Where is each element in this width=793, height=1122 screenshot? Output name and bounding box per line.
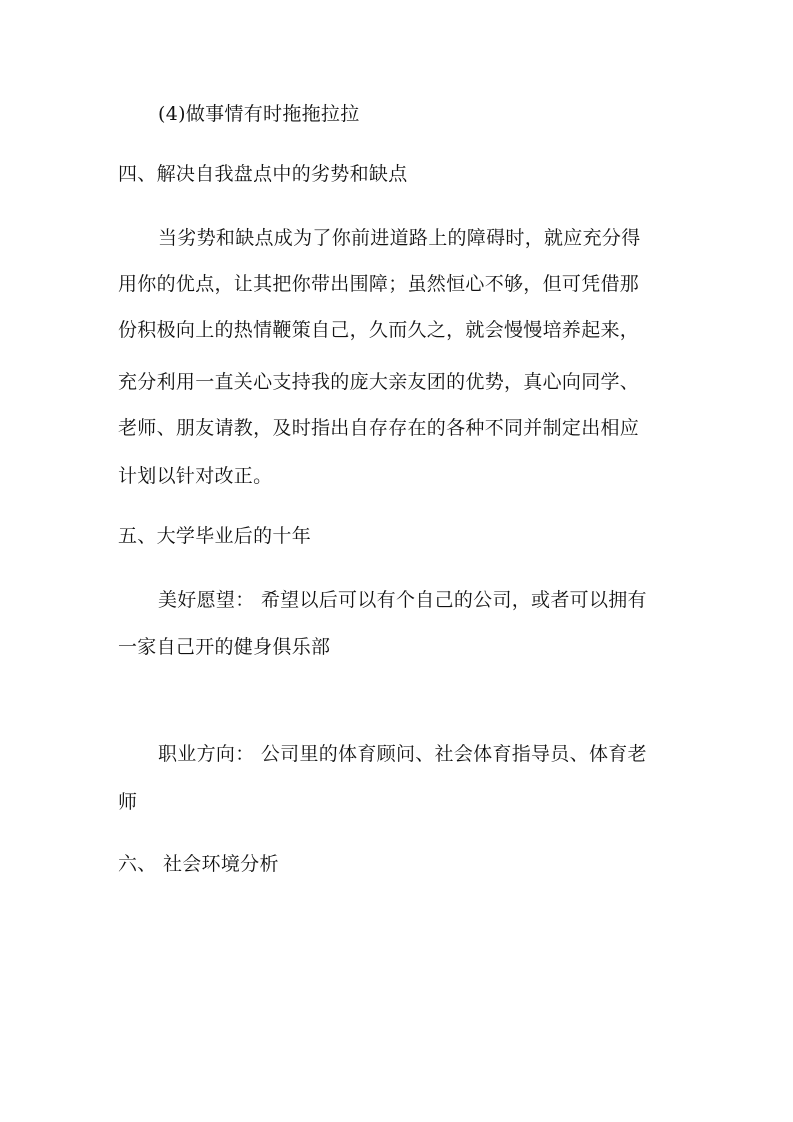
section-4-paragraph-line: 份积极向上的热情鞭策自己，久而久之，就会慢慢培养起来， bbox=[118, 319, 640, 341]
list-item-text: 做事情有时拖拖拉拉 bbox=[185, 103, 360, 125]
section-5-heading: 五、大学毕业后的十年 bbox=[118, 525, 312, 547]
section-4-paragraph-line: 计划以针对改正。 bbox=[118, 465, 273, 487]
career-line: 职业方向： 公司里的体育顾问、社会体育指导员、体育老 bbox=[158, 743, 647, 765]
section-4-paragraph-line: 当劣势和缺点成为了你前进道路上的障碍时，就应充分得 bbox=[158, 227, 641, 249]
section-4-heading: 四、解决自我盘点中的劣势和缺点 bbox=[118, 163, 408, 185]
list-item-4 bbox=[158, 102, 360, 126]
wish-line: 一家自己开的健身俱乐部 bbox=[118, 636, 331, 658]
wish-line: 美好愿望： 希望以后可以有个自己的公司，或者可以拥有 bbox=[158, 589, 647, 611]
section-4-paragraph-line: 用你的优点，让其把你带出围障；虽然恒心不够，但可凭借那 bbox=[118, 273, 640, 295]
section-4-paragraph-line: 老师、朋友请教，及时指出自存存在的各种不同并制定出相应 bbox=[118, 417, 640, 439]
section-6-heading: 六、 社会环境分析 bbox=[118, 853, 279, 875]
section-4-paragraph-line: 充分利用一直关心支持我的庞大亲友团的优势，真心向同学、 bbox=[118, 371, 640, 393]
list-item-number: (4) bbox=[158, 103, 186, 125]
career-line: 师 bbox=[118, 791, 138, 813]
